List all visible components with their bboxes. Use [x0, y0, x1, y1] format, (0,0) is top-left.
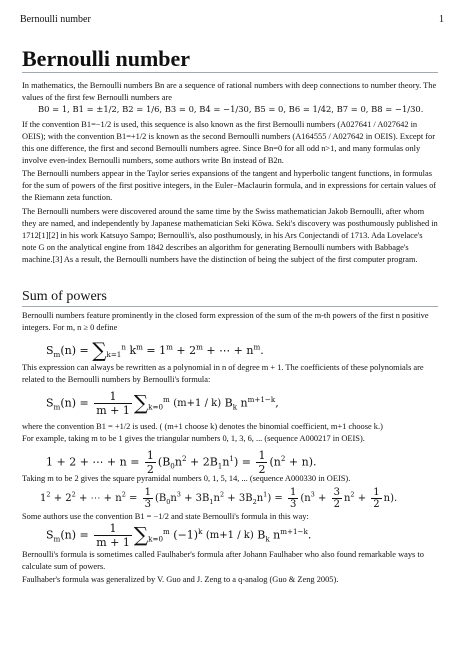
faulhaber-paragraph: Bernoulli's formula is sometimes called Faulhaber's formula after Johann Faulhaber who also found remarkable ways to calculate sum of powers. [22, 550, 424, 571]
alternate-bernoulli-formula: $S_m(n)$ = $\frac{1}{m + 1}$ $\sum_{k=0}^m$ $(-1)^k$ (m+1 / k) $B_k$ $n^{m+1-k}$. [46, 522, 312, 549]
convention-paragraph: If the convention B1=−1/2 is used, this sequence is also known as the first Bernoulli numbers (A027641 / A027642 in OEIS); with the convention B1=+1/2 is known as the second Bernoulli numbers (A164555 / A027642 in OEIS). Except for this one difference, the first and second Bernoulli numbers agree. Since Bn=0 for all odd n>1, and many formulas only involve even-index Bernoulli numbers, some authors write Bn instead of B2n. [22, 120, 436, 165]
convention-note: where the convention B1 = +1/2 is used. ( (m+1 choose k) denotes the binomial coefficient, m+1 choose k.) [22, 422, 383, 431]
polynomial-paragraph: This expression can always be rewritten as a polynomial in n of degree m + 1. The coefficients of these polynomials are related to the Bernoulli numbers by Bernoulli's formula: [22, 363, 424, 384]
intro-paragraph: In mathematics, the Bernoulli numbers Bn are a sequence of rational numbers with deep connections to number theory. The values of the first few Bernoulli numbers are [22, 81, 437, 102]
section-divider [22, 306, 438, 307]
pyramidal-formula: $1^2 + 2^2$ + ⋯ + $n^2$ = $\frac{1}{3}$ $(B_0n^3 + 3B_1n^2 + 3B_2n^1)$ = $\frac{1}{3}$ ($n^3$ + $\frac{3}{2}$ $n^2$ + $\frac{1}{2}$ n). [40, 487, 398, 510]
page-title: Bernoulli number [22, 46, 191, 71]
title-divider [22, 72, 438, 73]
pyramidal-example-text: Taking m to be 2 gives the square pyramidal numbers 0, 1, 5, 14, ... (sequence A000330 in OEIS). [22, 474, 351, 483]
triangular-formula: 1 + 2 + ⋯ + n = $\frac{1}{2}$ $(B_0n^2 + 2B_1n^1)$ = $\frac{1}{2}$ $(n^2 + n)$. [46, 449, 317, 476]
sum-intro-paragraph: Bernoulli numbers feature prominently in the closed form expression of the sum of the m-th powers of the first n positive integers. For m, n ≥ 0 define [22, 311, 429, 332]
section-heading-sum-of-powers: Sum of powers [22, 289, 107, 304]
header-title: Bernoulli number [20, 14, 91, 25]
bernoulli-formula: $S_m(n)$ = $\frac{1}{m + 1}$ $\sum_{k=0}^m$ (m+1 / k) $B_k$ $n^{m+1-k}$, [46, 390, 279, 417]
alternate-convention-text: Some authors use the convention B1 = −1/2 and state Bernoulli's formula in this way: [22, 512, 309, 521]
applications-paragraph: The Bernoulli numbers appear in the Taylor series expansions of the tangent and hyperbolic tangent functions, in formulas for the sum of powers of the first positive integers, in the Euler−Maclaurin formula, and in expressions for certain values of the Riemann zeta function. [22, 169, 437, 202]
generalization-paragraph: Faulhaber's formula was generalized by V. Guo and J. Zeng to a q-analog (Guo & Zeng 2005). [22, 575, 339, 584]
sum-definition-formula: $S_m(n) = \sum_{k=1}^n$ $k^m = 1^m + 2^m$ + ⋯ + $n^m$. [46, 338, 264, 362]
triangular-example-text: For example, taking m to be 1 gives the triangular numbers 0, 1, 3, 6, ... (sequence A000217 in OEIS). [22, 434, 365, 443]
history-paragraph: The Bernoulli numbers were discovered around the same time by the Swiss mathematician Jakob Bernoulli, after whom they are named, and independently by Japanese mathematician Seki Kōwa. Seki's discovery was posthumously published in 1712[1][2] in his work Katsuyo Sampo; Bernoulli's, also posthumously, in his Ars Conjectandi of 1713. Ada Lovelace's note G on the analytical engine from 1842 describes an algorithm for generating Bernoulli numbers with Babbage's machine.[3] As a result, the Bernoulli numbers have the distinction of being the subject of the first computer program. [22, 207, 438, 264]
page-header [20, 14, 444, 28]
page-number: 1 [439, 14, 444, 25]
bernoulli-values-formula: B0 = 1, B1 = ±1/2, B2 = 1/6, B3 = 0, B4 = −1/30, B5 = 0, B6 = 1/42, B7 = 0, B8 = −1/30. [38, 104, 424, 114]
